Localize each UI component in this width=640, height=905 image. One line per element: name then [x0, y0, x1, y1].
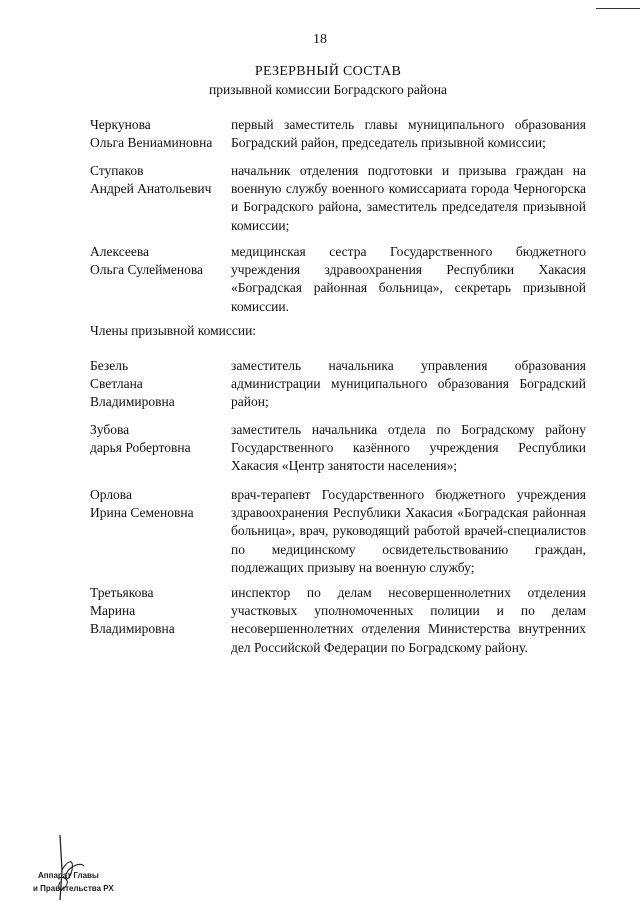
document-subtitle: призывной комиссии Боградского района — [208, 82, 448, 97]
person-name — [90, 357, 225, 411]
surname: Третьякова — [90, 585, 154, 600]
person-name — [90, 584, 225, 638]
person-name — [90, 421, 225, 457]
given-name: Марина — [90, 603, 136, 618]
person-name — [90, 243, 225, 279]
person-role: заместитель начальника управления образования администрации муниципального образования Боградский район; — [231, 358, 586, 410]
office-stamp — [30, 830, 120, 905]
given-names: Андрей Анатольевич — [90, 181, 212, 196]
members-heading: Члены призывной комиссии: — [90, 323, 257, 338]
person-role: медицинская сестра Государственного бюджетного учреждения здравоохранения Республики Хакасия «Боградская районная больница», секретарь призывной комиссии. — [231, 244, 586, 314]
surname: Ступаков — [90, 163, 144, 178]
person-role: заместитель начальника отдела по Боградскому району Государственного казённого учреждения Республики Хакасия «Центр занятости населения»; — [231, 422, 586, 474]
stamp-line-1: Аппарат Главы — [38, 871, 99, 880]
person-name — [90, 486, 225, 522]
given-names: Ирина Семеновна — [90, 505, 194, 520]
given-names: Ольга Вениаминовна — [90, 135, 213, 150]
person-role: врач-терапевт Государственного бюджетного учреждения здравоохранения Республики Хакасия «Боградская районная больница», врач, руководящий работой врачей-специалистов по медицинскому освидетельствованию граждан, подлежащих призыву на военную службу; — [231, 487, 586, 575]
person-role: начальник отделения подготовки и призыва граждан на военную службу военного комиссариата города Черногорска и Боградского района, заместитель председателя призывной комиссии; — [231, 163, 586, 233]
patronymic: Владимировна — [90, 394, 175, 409]
person-name — [90, 116, 225, 152]
surname: Орлова — [90, 487, 132, 502]
signature-mark — [30, 830, 120, 905]
person-role: инспектор по делам несовершеннолетних отделения участковых уполномоченных полиции и по делам несовершеннолетних отделения Министерства внутренних дел Российской Федерации по Боградскому району. — [231, 585, 586, 655]
person-name — [90, 162, 225, 198]
surname: Зубова — [90, 422, 130, 437]
top-edge-line — [596, 8, 640, 9]
given-names: дарья Робертовна — [90, 440, 191, 455]
page-number: 18 — [313, 32, 327, 47]
given-names: Ольга Сулейменова — [90, 262, 204, 277]
surname: Безель — [90, 358, 129, 373]
person-role: первый заместитель главы муниципального образования Боградский район, председатель призывной комиссии; — [231, 117, 586, 151]
surname: Черкунова — [90, 117, 151, 132]
patronymic: Владимировна — [90, 621, 175, 636]
stamp-line-2: и Правительства РХ — [33, 884, 114, 893]
document-title: РЕЗЕРВНЫЙ СОСТАВ — [254, 64, 402, 79]
given-name: Светлана — [90, 376, 143, 391]
surname: Алексеева — [90, 244, 150, 259]
